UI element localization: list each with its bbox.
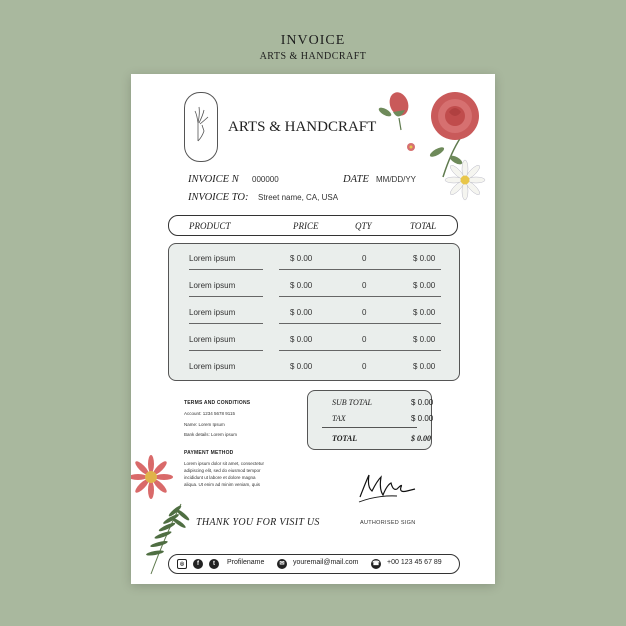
email-icon: ✉	[277, 559, 287, 569]
row-divider	[189, 350, 263, 351]
row-divider	[279, 296, 431, 297]
contact-footer	[168, 554, 460, 574]
header-qty: QTY	[355, 221, 372, 231]
totals-divider	[322, 427, 417, 428]
cell-product: Lorem ipsum	[189, 335, 236, 344]
invoice-to-value: Street name, CA, USA	[258, 193, 339, 202]
header-price: PRICE	[293, 221, 319, 231]
cell-total: $ 0.00	[413, 335, 436, 344]
cell-qty: 0	[362, 335, 367, 344]
hand-logo-icon	[184, 92, 218, 162]
table-row	[169, 298, 459, 325]
items-table	[168, 243, 460, 381]
cell-price: $ 0.00	[290, 335, 313, 344]
payment-line: Lorem ipsum dolor sit amet, consectetur	[184, 461, 265, 466]
cell-price: $ 0.00	[290, 308, 313, 317]
table-row	[169, 325, 459, 352]
totals-box	[307, 390, 432, 450]
header-total: TOTAL	[410, 221, 437, 231]
row-divider	[279, 269, 431, 270]
subtotal-label: SUB TOTAL	[332, 398, 372, 407]
table-row	[169, 271, 459, 298]
instagram-icon[interactable]: ◎	[177, 559, 187, 569]
payment-line: aliqua. Ut enim ad minim veniam, quis	[184, 482, 261, 487]
phone-icon: ☎	[372, 561, 380, 567]
header-product: PRODUCT	[189, 221, 231, 231]
twitter-icon[interactable]: t	[209, 559, 219, 569]
cell-product: Lorem ipsum	[189, 362, 236, 371]
cell-product: Lorem ipsum	[189, 281, 236, 290]
authorised-sign-label: AUTHORISED SIGN	[360, 520, 416, 526]
cell-qty: 0	[362, 362, 367, 371]
terms-title: TERMS AND CONDITIONS	[184, 400, 251, 406]
payment-title: PAYMENT METHOD	[184, 450, 234, 456]
payment-line: incididunt ut labore et dolore magna	[184, 475, 256, 480]
table-row	[169, 352, 459, 379]
row-divider	[411, 350, 441, 351]
profile-name[interactable]: Profilename	[227, 559, 265, 566]
terms-line: Bank details: Lorem ipsum	[184, 432, 238, 437]
cell-qty: 0	[362, 281, 367, 290]
cell-total: $ 0.00	[413, 308, 436, 317]
subtotal-value: $ 0.00	[411, 398, 434, 407]
cell-product: Lorem ipsum	[189, 308, 236, 317]
table-header	[168, 215, 458, 236]
date-value: MM/DD/YY	[376, 175, 416, 184]
cell-price: $ 0.00	[290, 281, 313, 290]
invoice-number-label: INVOICE N	[188, 174, 239, 185]
row-divider	[189, 296, 263, 297]
phone-text[interactable]: +00 123 45 67 89	[387, 559, 442, 566]
payment-line: adipiscing elit, sed do eiusmod tempor	[184, 468, 261, 473]
poster-subtitle: ARTS & HANDCRAFT	[259, 51, 367, 62]
row-divider	[411, 323, 441, 324]
poster-title: INVOICE	[280, 33, 346, 48]
date-label: DATE	[343, 174, 369, 185]
rose-illustration-icon	[371, 82, 495, 207]
invoice-number-value: 000000	[252, 175, 279, 184]
cell-qty: 0	[362, 254, 367, 263]
tax-value: $ 0.00	[411, 414, 434, 423]
signature-icon	[357, 469, 417, 504]
email-text[interactable]: youremail@mail.com	[293, 559, 359, 566]
table-row	[169, 244, 459, 271]
row-divider	[189, 323, 263, 324]
invoice-to-label: INVOICE TO:	[188, 192, 249, 203]
row-divider	[411, 269, 441, 270]
cell-total: $ 0.00	[413, 254, 436, 263]
cell-product: Lorem ipsum	[189, 254, 236, 263]
terms-line: Account: 1234 5678 9115	[184, 411, 235, 416]
facebook-icon[interactable]: f	[193, 559, 203, 569]
cell-total: $ 0.00	[413, 281, 436, 290]
cell-total: $ 0.00	[413, 362, 436, 371]
invoice-page	[131, 74, 495, 584]
row-divider	[411, 296, 441, 297]
brand-name: ARTS & HANDCRAFT	[228, 119, 377, 135]
total-label: TOTAL	[332, 434, 358, 443]
row-divider	[189, 269, 263, 270]
tax-label: TAX	[332, 414, 346, 423]
thank-you-text: THANK YOU FOR VISIT US	[196, 517, 320, 528]
terms-line: Name: Lorem Ipsum	[184, 422, 225, 427]
cell-qty: 0	[362, 308, 367, 317]
cell-price: $ 0.00	[290, 254, 313, 263]
cell-price: $ 0.00	[290, 362, 313, 371]
row-divider	[279, 323, 431, 324]
row-divider	[279, 350, 431, 351]
total-value: $ 0.00	[411, 434, 431, 443]
